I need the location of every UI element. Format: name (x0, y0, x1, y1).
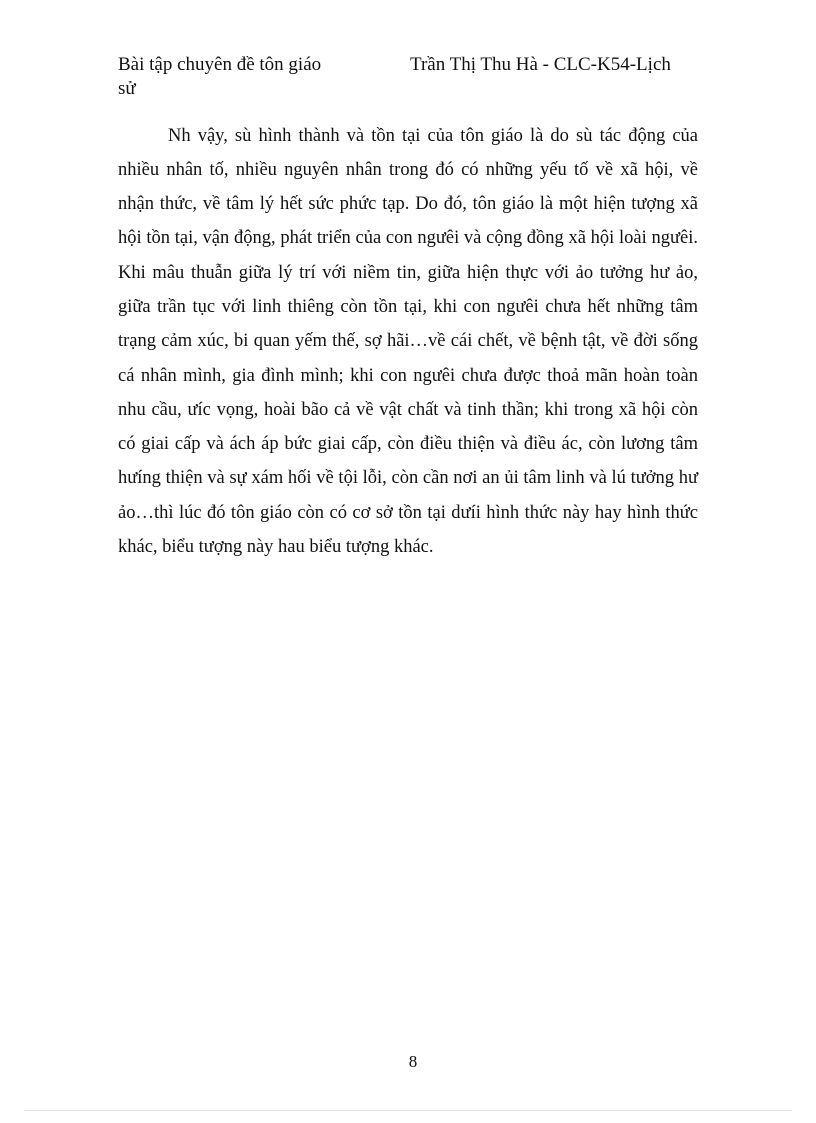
page-bottom-rule (24, 1110, 792, 1111)
page-number: 8 (408, 1052, 418, 1071)
header-author-wrap: sử (118, 78, 136, 99)
body-paragraph: Nh vậy, sù hình thành và tồn tại của tôn giáo là do sù tác động của nhiều nhân tố, nhiều nguyên nhân trong đó có những yếu tố về xã hội, về nhận thức, về tâm lý hết sức phức tạp. Do đó, tôn giáo là một hiện tượng xã hội tồn tại, vận động, phát triển của con ngưêi và cộng đồng xã hội loài ngưêi. Khi mâu thuẫn giữa lý trí với niềm tin, giữa hiện thực với ảo tưởng hư ảo, giữa trần tục với linh thiêng còn tồn tại, khi con ngưêi chưa hết những tâm trạng cảm xúc, bi quan yếm thế, sợ hãi…về cái chết, về bệnh tật, về đời sống cá nhân mình, gia đình mình; khi con ngưêi chưa được thoả mãn hoàn toàn nhu cầu, ưíc vọng, hoài bão cả về vật chất và tinh thần; khi trong xã hội còn có giai cấp và ách áp bức giai cấp, còn điều thiện và điều ác, còn lương tâm hưíng thiện và sự xám hối về tội lỗi, còn cần nơi an ủi tâm linh và lú tưởng hư ảo…thì lúc đó tôn giáo còn có cơ sở tồn tại dưíi hình thức này hay hình thức khác, biểu tượng này hau biểu tượng khác. (118, 125, 698, 558)
header-author: Trần Thị Thu Hà - CLC-K54-Lịch (410, 54, 671, 75)
header-course-title: Bài tập chuyên đề tôn giáo (118, 54, 322, 75)
